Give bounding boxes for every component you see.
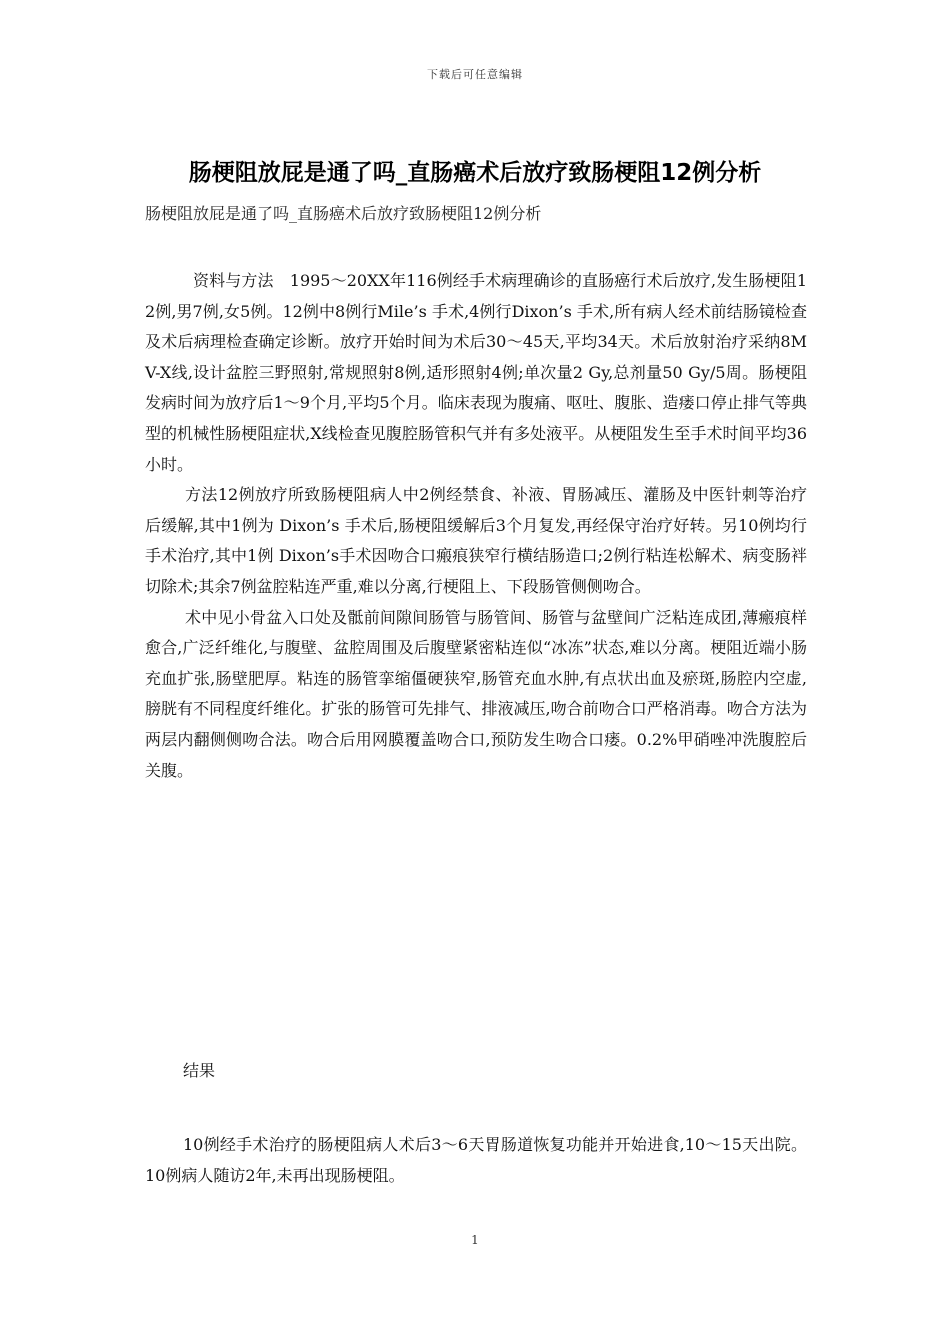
results-heading: 结果 <box>183 1061 216 1080</box>
page-number: 1 <box>471 1233 479 1247</box>
page-header-note: 下载后可任意编辑 <box>427 68 523 81</box>
paragraph-surgical-findings: 术中见小骨盆入口处及骶前间隙间肠管与肠管间、肠管与盆壁间广泛粘连成团,薄瘢痕样愈合,广泛纤维化,与腹壁、盆腔周围及后腹壁紧密粘连似“冰冻”状态,难以分离。梗阻近端小肠充血扩张,肠壁肥厚。粘连的肠管挛缩僵硬狭窄,肠管充血水肿,有点状出血及瘀斑,肠腔内空虚,膀胱有不同程度纤维化。扩张的肠管可先排气、排液减压,吻合前吻合口严格消毒。吻合方法为两层内翻侧侧吻合法。吻合后用网膜覆盖吻合口,预防发生吻合口瘘。0.2%甲硝唑冲洗腹腔后关腹。 <box>145 607 807 780</box>
document-body <box>145 266 807 786</box>
document-title: 肠梗阻放屁是通了吗_直肠癌术后放疗致肠梗阻12例分析 <box>188 160 762 186</box>
results-paragraph: 10例经手术治疗的肠梗阻病人术后3～6天胃肠道恢复功能并开始进食,10～15天出院。10例病人随访2年,未再出现肠梗阻。 <box>145 1135 807 1185</box>
paragraph-materials-methods: 资料与方法 1995～20XX年116例经手术病理确诊的直肠癌行术后放疗,发生肠梗阻12例,男7例,女5例。12例中8例行Mile’s 手术,4例行Dixon’s 手术,所有病人经术前结肠镜检查及术后病理检查确定诊断。放疗开始时间为术后30～45天,平均34天。术后放射治疗采纳8MV-X线,设计盆腔三野照射,常规照射8例,适形照射4例;单次量2 Gy,总剂量50 Gy/5周。肠梗阻发病时间为放疗后1～9个月,平均5个月。临床表现为腹痛、呕吐、腹胀、造瘘口停止排气等典型的机械性肠梗阻症状,X线检查见腹腔肠管积气并有多处液平。从梗阻发生至手术时间平均36小时。 <box>145 271 807 474</box>
paragraph-methods: 方法12例放疗所致肠梗阻病人中2例经禁食、补液、胃肠减压、灌肠及中医针刺等治疗后缓解,其中1例为 Dixon’s 手术后,肠梗阻缓解后3个月复发,再经保守治疗好转。另10例均行手术治疗,其中1例 Dixon’s手术因吻合口瘢痕狭窄行横结肠造口;2例行粘连松解术、病变肠袢切除术;其余7例盆腔粘连严重,难以分离,行梗阻上、下段肠管侧侧吻合。 <box>145 485 807 596</box>
document-subtitle: 肠梗阻放屁是通了吗_直肠癌术后放疗致肠梗阻12例分析 <box>145 204 542 223</box>
